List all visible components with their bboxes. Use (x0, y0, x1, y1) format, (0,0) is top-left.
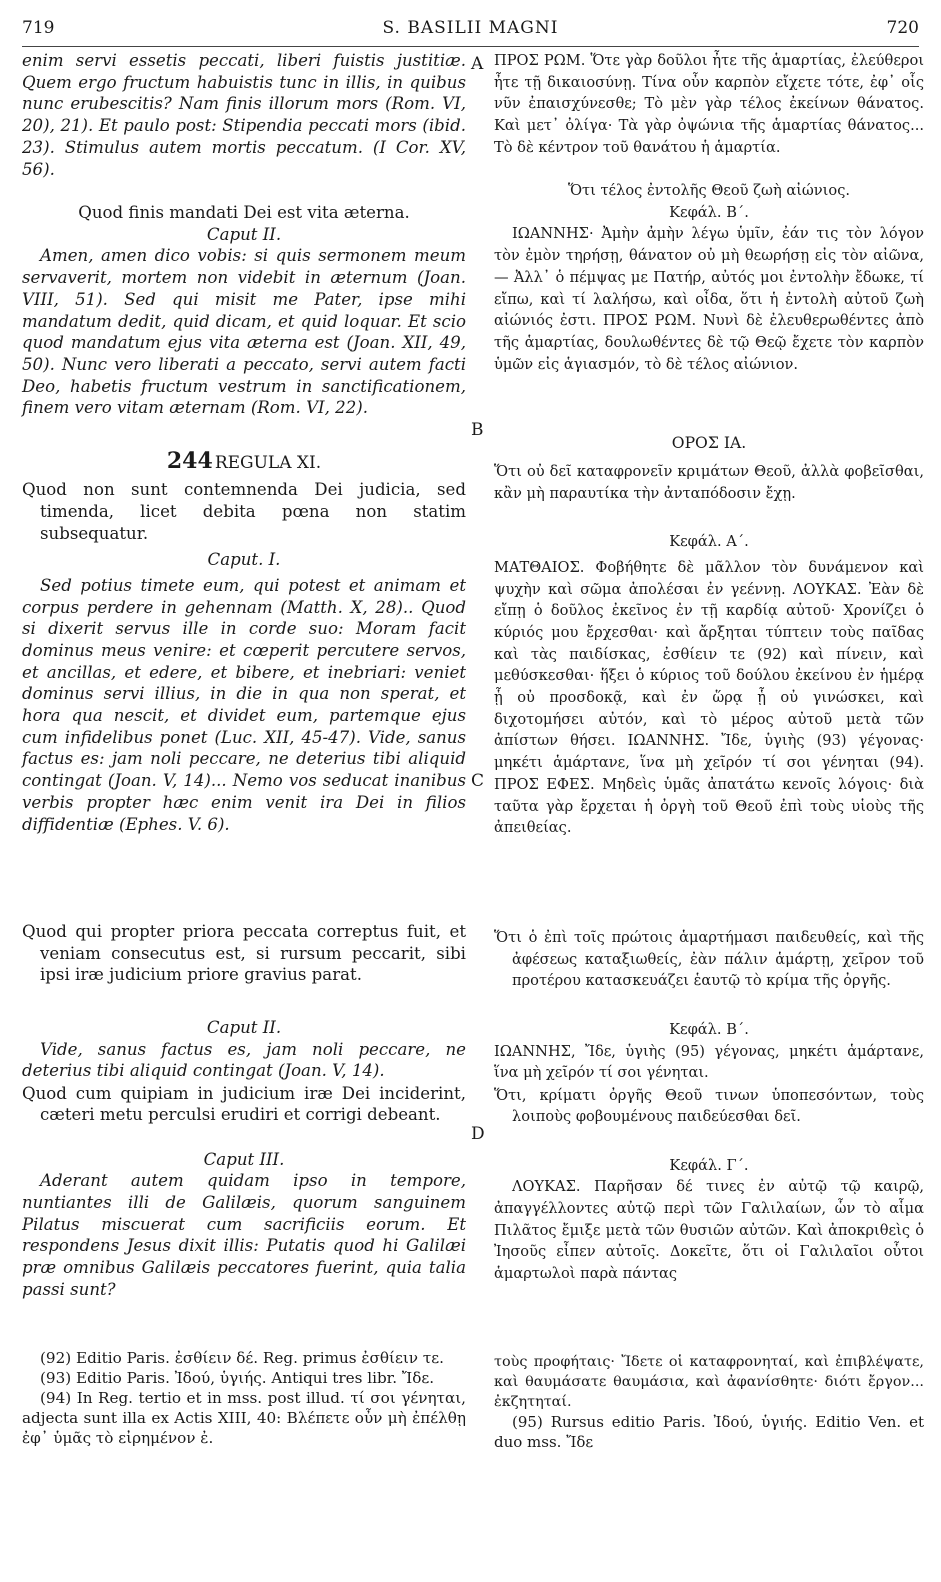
regula-number: 244 (166, 448, 213, 475)
latin-chapter: Caput II. (206, 1017, 282, 1037)
greek-heading: Ὅτι τέλος ἐντολῆς Θεοῦ ζωὴ αἰώνιος. (567, 182, 851, 199)
greek-paragraph: ΙΩΑΝΝΗΣ, Ἴδε, ὑγιὴς (95) γέγονας, μηκέτι ἁμάρτανε, ἵνα μὴ χεῖρόν τί σοι γένηται. (494, 1042, 924, 1082)
greek-paragraph: ΜΑΤΘΑΙΟΣ. Φοβήθητε δὲ μᾶλλον τὸν δυνάμενον καὶ ψυχὴν καὶ σῶμα ἀπολέσαι ἐν γεέννῃ. ΛΟΥΚΑΣ. Ἐὰν δὲ εἴπῃ ὁ δοῦλος ἐκεῖνος ἐν τῇ καρδίᾳ αὐτοῦ· Χρονίζει ὁ κύριός μου ἔρχεσθαι· καὶ ἄρξηται τύπτειν τοὺς παῖδας καὶ τὰς παιδίσκας, ἐσθίειν τε (92) καὶ πίνειν, καὶ μεθύσκεσθαι· ἥξει ὁ κύριος τοῦ δούλου ἐκείνου ἐν ἡμέρᾳ ᾗ οὐ προσδοκᾷ, καὶ ἐν ὥρᾳ ᾗ οὐ γινώσκει, καὶ διχοτομήσει αὐτόν, καὶ τὸ μέρος αὐτοῦ μετὰ τῶν ἀπίστων θήσει. ΙΩΑΝΝΗΣ. Ἴδε, ὑγιὴς (93) γέγονας· μηκέτι ἁμάρτανε, ἵνα μὴ χεῖρόν τί σοι γένηται (94). ΠΡΟΣ ΕΦΕΣ. Μηδεὶς ὑμᾶς ἀπατάτω κενοῖς λόγοις· διὰ ταῦτα γὰρ ἔρχεται ἡ ὀργὴ τοῦ Θεοῦ ἐπὶ τοὺς υἱοὺς τῆς ἀπειθείας. (494, 558, 924, 837)
greek-footnotes (494, 1352, 924, 1452)
latin-paragraph: Sed potius timete eum, qui potest et animam et corpus perdere in gehennam (Matth. X, 28).. Quod si dixerit servus ille in corde suo: Moram facit dominus meus venire: et cœperit percutere servos, et ancillas, et edere, et bibere, et inebriari: veniet dominus servi illius, in die in qua non sperat, et hora qua nescit, et dividet eum, partemque ejus cum infidelibus ponet (Luc. XII, 45-47). Vide, sanus factus es: jam noli peccare, ne deterius tibi aliquid contingat (Joan. V, 14)... Nemo vos seducat inanibus verbis propter hæc enim venit ira Dei in filios diffidentiæ (Ephes. V. 6). (22, 575, 466, 834)
footnote-continuation: τοὺς προφήταις· Ἴδετε οἱ καταφρονηταί, καὶ ἐπιβλέψατε, καὶ θαυμάσατε θαυμάσια, καὶ ἀφανίσθητε· διότι ἔργον... ἐκζητηταί. (494, 1354, 924, 1411)
greek-heading: Ὅτι ὁ ἐπὶ τοῖς πρώτοις ἁμαρτήμασι παιδευθείς, καὶ τῆς ἀφέσεως καταξιωθείς, ἐὰν πάλιν ἁμάρτῃ, χεῖρον τοῦ προτέρου κατασκευάζει ἑαυτῷ τὸ κρίμα τῆς ὀργῆς. (494, 928, 924, 990)
greek-paragraph: ΛΟΥΚΑΣ. Παρῆσαν δέ τινες ἐν αὐτῷ τῷ καιρῷ, ἀπαγγέλλοντες αὐτῷ περὶ τῶν Γαλιλαίων, ὧν τὸ αἷμα Πιλᾶτος ἔμιξε μετὰ τῶν θυσιῶν αὐτῶν. Καὶ ἀποκριθεὶς ὁ Ἰησοῦς εἶπεν αὐτοῖς. Δοκεῖτε, ὅτι οἱ Γαλιλαῖοι οὗτοι ἁμαρτωλοὶ παρὰ πάντας (494, 1178, 924, 1283)
latin-heading: Quod non sunt contemnenda Dei judicia, sed timenda, licet debita pœna non statim subsequatur. (22, 480, 466, 543)
footnote-93: (93) Editio Paris. Ἰδού, ὑγιής. Antiqui tres libr. Ἴδε. (40, 1369, 435, 1388)
greek-paragraph: ΠΡΟΣ ΡΩΜ. Ὅτε γὰρ δοῦλοι ἦτε τῆς ἁμαρτίας, ἐλεύθεροι ἦτε τῇ δικαιοσύνῃ. Τίνα οὖν καρπὸν εἴχετε τότε, ἐφ᾽ οἷς νῦν ἐπαισχύνεσθε; Τὸ μὲν γὰρ τέλος ἐκείνων θάνατος. Καὶ μετ᾽ ὀλίγα· Τὰ γὰρ ὀψώνια τῆς ἁμαρτίας θάνατος... Τὸ δὲ κέντρον τοῦ θανάτου ἡ ἁμαρτία. (494, 52, 924, 156)
footnote-95: (95) Rursus editio Paris. Ἰδού, ὑγιής. Editio Ven. et duo mss. Ἴδε (494, 1413, 924, 1452)
regula-title: REGULA XI. (214, 453, 322, 474)
greek-regula-title: ΟΡΟΣ ΙΑ. (671, 434, 747, 453)
margin-letter-d: D (471, 1124, 485, 1144)
latin-column (22, 50, 466, 1448)
regula-heading (22, 448, 466, 475)
latin-paragraph: enim servi essetis peccati, liberi fuistis justitiæ. Quem ergo fructum habuistis tunc in illis, in quibus nunc erubescitis? Nam finis illorum mors (Rom. VI, 20), 21). Et paulo post: Stipendia peccati mors (ibid. 23). Stimulus autem mortis peccatum. (I Cor. XV, 56). (22, 51, 466, 179)
footnote-94: (94) In Reg. tertio et in mss. post illud. τί σοι γένηται, adjecta sunt illa ex Actis XIII, 40: Βλέπετε οὖν μὴ ἐπέλθῃ ἐφ᾽ ὑμᾶς τὸ εἰρημένον ἐ. (22, 1389, 466, 1448)
latin-heading: Quod qui propter priora peccata correptus fuit, et veniam consecutus est, si rursum peccarit, sibi ipsi iræ judicium priore gravius parat. (22, 921, 466, 985)
greek-paragraph: ΙΩΑΝΝΗΣ· Ἀμὴν ἀμὴν λέγω ὑμῖν, ἐάν τις τὸν λόγον τὸν ἐμὸν τηρήσῃ, θάνατον οὐ μὴ θεωρήσῃ εἰς τὸν αἰῶνα, — Ἀλλ᾽ ὁ πέμψας με Πατήρ, αὐτός μοι ἐντολὴν ἔδωκε, τί εἴπω, καὶ τί λαλήσω, καὶ οἶδα, ὅτι ἡ ἐντολὴ αὐτοῦ ζωὴ αἰώνιός ἐστι. ΠΡΟΣ ΡΩΜ. Νυνὶ δὲ ἐλευθερωθέντες ἀπὸ τῆς ἁμαρτίας, δουλωθέντες δὲ τῷ Θεῷ ἔχετε τὸν καρπὸν ὑμῶν εἰς ἁγιασμόν, τὸ δὲ τέλος αἰώνιον. (494, 225, 924, 373)
greek-heading: Ὅτι, κρίματι ὀργῆς Θεοῦ τινων ὑποπεσόντων, τοὺς λοιποὺς φοβουμένους παιδεύεσθαι δεῖ. (494, 1086, 924, 1126)
latin-paragraph: Amen, amen dico vobis: si quis sermonem meum servaverit, mortem non videbit in æternum (Joan. VIII, 51). Sed qui misit me Pater, ipse mihi mandatum dedit, quid dicam, et quid loquar. Et scio quod mandatum ejus vita æterna est (Joan. XII, 49, 50). Nunc vero liberati a peccato, servi autem facti Deo, habetis fructum vestrum in sanctificationem, finem vero vitam æternam (Rom. VI, 22). (22, 246, 466, 418)
page-header (0, 14, 941, 44)
latin-heading: Quod finis mandati Dei est vita æterna. (78, 203, 410, 222)
greek-column (494, 50, 924, 1452)
footnote-92: (92) Editio Paris. ἐσθίειν δέ. Reg. primus ἐσθίειν τε. (40, 1349, 444, 1368)
greek-chapter: Κεφάλ. Α΄. (669, 533, 749, 551)
page-number-right: 720 (886, 18, 919, 38)
latin-chapter: Caput III. (203, 1149, 285, 1169)
latin-paragraph: Aderant autem quidam ipso in tempore, nuntiantes illi de Galilæis, quorum sanguinem Pilatus miscuerat cum sacrificiis eorum. Et respondens Jesus dixit illis: Putatis quod hi Galilæi præ omnibus Galilæis peccatores fuerint, quia talia passi sunt? (22, 1171, 466, 1299)
margin-letter-b: B (471, 420, 484, 440)
greek-chapter: Κεφάλ. Β΄. (669, 203, 749, 221)
running-title: S. BASILII MAGNI (382, 18, 559, 38)
header-rule (22, 46, 919, 47)
greek-chapter: Κεφάλ. Β΄. (669, 1020, 749, 1038)
latin-footnotes (22, 1348, 466, 1448)
latin-chapter: Caput. I. (207, 550, 281, 570)
latin-heading: Quod cum quipiam in judicium iræ Dei inciderint, cæteri metu perculsi erudiri et corrigi debeant. (22, 1083, 466, 1125)
margin-letter-a: A (471, 54, 484, 74)
greek-chapter: Κεφάλ. Γ΄. (669, 1156, 749, 1174)
greek-heading: Ὅτι οὐ δεῖ καταφρονεῖν κριμάτων Θεοῦ, ἀλλὰ φοβεῖσθαι, κἂν μὴ παραυτίκα τὴν ἀνταπόδοσιν ἔχῃ. (494, 463, 924, 502)
latin-paragraph: Vide, sanus factus es, jam noli peccare, ne deterius tibi aliquid contingat (Joan. V, 14). (22, 1039, 466, 1081)
page-number-left: 719 (22, 18, 55, 38)
latin-chapter: Caput II. (206, 224, 282, 244)
margin-letter-c: C (471, 771, 485, 791)
